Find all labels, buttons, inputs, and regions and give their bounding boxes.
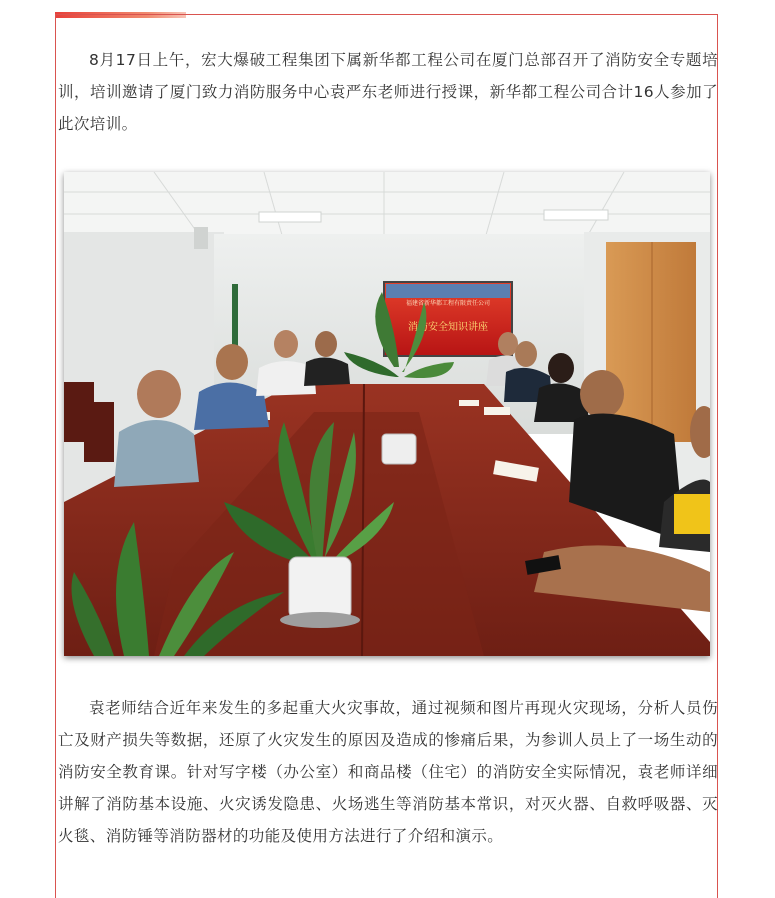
article-paragraph-details: 袁老师结合近年来发生的多起重大火灾事故，通过视频和图片再现火灾现场，分析人员伤亡及财产损失等数据，还原了火灾发生的原因及造成的惨痛后果，为参训人员上了一场生动的消防安全教育课。针对写字楼（办公室）和商品楼（住宅）的消防安全实际情况，袁老师详细讲解了消防基本设施、火灾诱发隐患、火场逃生等消防基本常识，对灭火器、自救呼吸器、灭火毯、消防锤等消防器材的功能及使用方法进行了介绍和演示。	[58, 699, 718, 845]
screen-title: 消防安全知识讲座	[408, 322, 488, 333]
training-photo	[64, 172, 710, 656]
article-paragraph-intro: 8月17日上午，宏大爆破工程集团下属新华都工程公司在厦门总部召开了消防安全专题培训，培训邀请了厦门致力消防服务中心袁严东老师进行授课，新华都工程公司合计16人参加了此次培训。	[58, 51, 718, 133]
screen-subtitle: 福建省新华都工程有限责任公司	[405, 300, 491, 307]
